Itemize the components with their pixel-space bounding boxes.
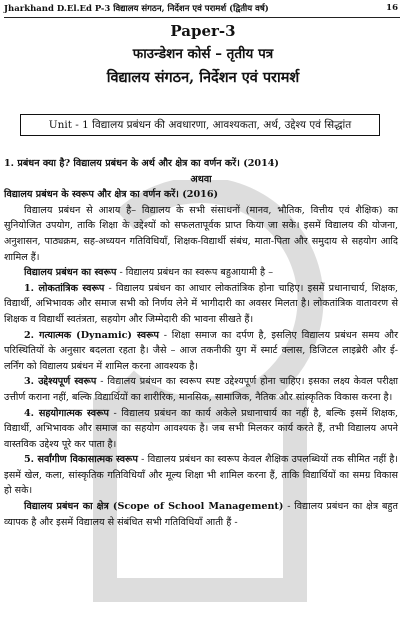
point-1 [4, 281, 398, 328]
scope-heading: विद्यालय प्रबंधन का क्षेत्र (Scope of School Management) [24, 501, 284, 513]
nature-text: - विद्यालय प्रबंधन का स्वरूप बहुआयामी है – [116, 267, 273, 279]
point-text: - शिक्षा समाज का दर्पण है, इसलिए विद्यालय प्रबंधन समय और परिस्थितियों के अनुसार बदलता रहता है। जैसे – आज तकनीकी युग में स्मार्ट क्लास, डिजिटल लाइब्रेरी और ई-लर्निंग को विद्यालय प्रबंधन में शामिल करना आवश्यक है। [4, 329, 399, 372]
point-text: - विद्यालय प्रबंधन का कार्य अकेले प्रधानाचार्य का नहीं है, बल्कि इसमें शिक्षक, विद्यार्थी, अभिभावक और समाज का सहयोग आवश्यक है। जब सभी मिलकर कार्य करते हैं, तभी विद्यालय अपने वास्तविक उद्देश्य पूरे कर पाता है। [4, 407, 398, 450]
point-3 [4, 374, 398, 405]
point-text: - विद्यालय प्रबंधन का स्वरूप स्पष्ट उद्देश्यपूर्ण होना चाहिए। इसका लक्ष्य केवल परीक्षा उत्तीर्ण कराना नहीं, बल्कि विद्यार्थियों का शारीरिक, मानसिक, सामाजिक, नैतिक और सांस्कृतिक विकास करना है। [4, 376, 398, 403]
question-2: विद्यालय प्रबंधन के स्वरूप और क्षेत्र का वर्णन करें। (2016) [4, 189, 219, 201]
point-text: - विद्यालय प्रबंधन का आधार लोकतांत्रिक होना चाहिए। इसमें प्रधानाचार्य, शिक्षक, विद्यार्थी, अभिभावक और समाज सभी को निर्णय लेने में भागीदारी का अवसर मिलता है। लोकतांत्रिक वातावरण से शिक्षक व विद्यार्थी स्वतंत्रता, सहयोग और जिम्मेदारी की भावना सीखते हैं। [4, 282, 398, 325]
intro-paragraph: विद्यालय प्रबंधन से आशय है– विद्यालय के सभी संसाधनों (मानव, भौतिक, वित्तीय एवं शैक्षिक) का सुनियोजित उपयोग, ताकि शिक्षा के उद्देश्यों को सफलतापूर्वक प्राप्त किया जा सके। इसमें विद्यालय की योजना, अनुशासन, पाठ्यक्रम, सह-अध्ययन गतिविधियाँ, शिक्षक-विद्यार्थी संबंध, माता-पिता और समुदाय से सहयोग आदि शामिल हैं। [4, 204, 398, 263]
point-heading: 2. गत्यात्मक (Dynamic) स्वरूप [24, 329, 160, 341]
or-label: अथवा [190, 173, 212, 185]
paper-title: Paper-3 [170, 22, 236, 40]
page-number: 16 [386, 3, 398, 13]
point-heading: 3. उद्देश्यपूर्ण स्वरूप [24, 376, 97, 388]
point-heading: 5. सर्वांगीण विकासात्मक स्वरूप [24, 454, 138, 466]
unit-box: Unit - 1 विद्यालय प्रबंधन की अवधारणा, आवश्यकता, अर्थ, उद्देश्य एवं सिद्धांत [20, 114, 380, 136]
point-2 [4, 328, 398, 375]
point-heading: 1. लोकतांत्रिक स्वरूप [24, 282, 105, 294]
question-1: 1. प्रबंधन क्या है? विद्यालय प्रबंधन के अर्थ और क्षेत्र का वर्णन करें। (2014) [4, 158, 279, 169]
point-text: - विद्यालय प्रबंधन का स्वरूप केवल शैक्षिक उपलब्धियों तक सीमित नहीं है। इसमें खेल, कला, सांस्कृतिक गतिविधियाँ और मूल्य शिक्षा भी शामिल करना हैं, ताकि विद्यार्थियों का समग्र विकास हो सके। [4, 454, 398, 497]
point-heading: 4. सहयोगात्मक स्वरूप [24, 407, 109, 419]
article-body [4, 156, 398, 530]
nature-heading: विद्यालय प्रबंधन का स्वरूप [24, 267, 117, 279]
running-header [4, 3, 400, 18]
header-text: Jharkhand D.El.Ed P-3 विद्यालय संगठन, निर्देशन एवं परामर्श (द्वितीय वर्ष) [4, 4, 269, 14]
subject-title: विद्यालय संगठन, निर्देशन एवं परामर्श [106, 69, 300, 86]
point-4 [4, 406, 398, 453]
point-5 [4, 452, 398, 499]
scope-text: - विद्यालय प्रबंधन का क्षेत्र बहुत व्यापक है और इसमें विद्यालय से संबंधित सभी गतिविधियाँ आती हैं - [4, 501, 398, 528]
course-title: फाउन्डेशन कोर्स – तृतीय पत्र [132, 46, 274, 62]
